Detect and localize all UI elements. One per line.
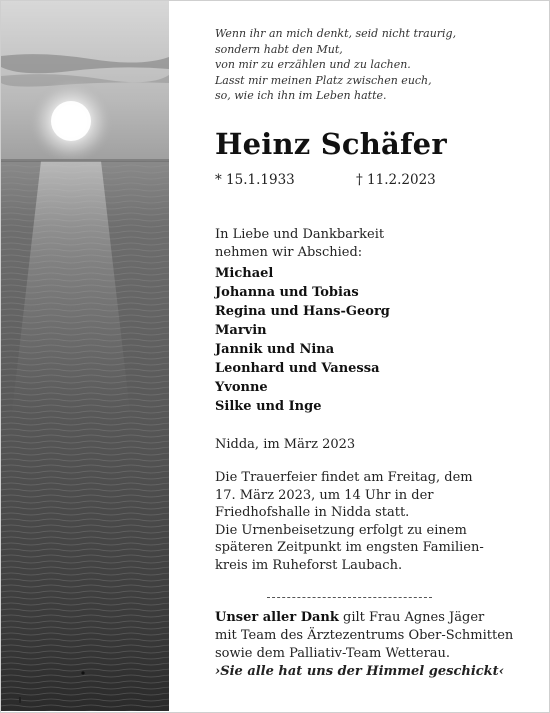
- birth-date: * 15.1.1933: [215, 172, 295, 188]
- family-member: Michael: [215, 266, 274, 281]
- family-member: Johanna und Tobias: [215, 285, 359, 300]
- intro-line: In Liebe und Dankbarkeit: [215, 227, 385, 242]
- family-list: [215, 264, 390, 416]
- ceremony-line: 17. März 2023, um 14 Uhr in der: [215, 487, 434, 503]
- ceremony-line: kreis im Ruheforst Laubach.: [215, 557, 403, 573]
- poem-line: Wenn ihr an mich denkt, seid nicht traurig,: [215, 27, 457, 40]
- poem-line: sondern habt den Mut,: [215, 42, 343, 56]
- place-and-date: Nidda, im März 2023: [215, 437, 356, 452]
- dashed-divider: [267, 597, 432, 598]
- ceremony-line: Die Trauerfeier findet am Freitag, dem: [215, 470, 473, 485]
- thanks-line: mit Team des Ärztezentrums Ober-Schmitten: [215, 628, 514, 643]
- sea-sunset-image: [1, 1, 169, 711]
- thanks-line-rest: gilt Frau Agnes Jäger: [338, 610, 485, 625]
- deceased-name: Heinz Schäfer: [215, 127, 447, 161]
- death-date: † 11.2.2023: [356, 172, 436, 188]
- thanks-lead: Unser aller Dank: [215, 610, 339, 625]
- ceremony-info: [215, 469, 484, 575]
- family-member: Silke und Inge: [215, 399, 322, 414]
- thanks-section: [215, 609, 513, 681]
- family-member: Regina und Hans-Georg: [215, 304, 390, 319]
- sea-sunset-photo: [1, 1, 169, 711]
- ceremony-line: Friedhofshalle in Nidda statt.: [215, 505, 410, 521]
- poem-line: von mir zu erzählen und zu lachen.: [215, 58, 411, 72]
- thanks-line: sowie dem Palliativ-Team Wetterau.: [215, 646, 451, 661]
- family-member: Marvin: [215, 323, 267, 338]
- family-member: Yvonne: [215, 380, 268, 395]
- family-member: Jannik und Nina: [215, 342, 335, 357]
- ceremony-line: Die Urnenbeisetzung erfolgt zu einem: [215, 522, 467, 538]
- poem: [215, 26, 456, 104]
- intro-line: nehmen wir Abschied:: [215, 244, 363, 260]
- family-member: Leonhard und Vanessa: [215, 361, 380, 376]
- thanks-line: [215, 609, 513, 627]
- ceremony-line: späteren Zeitpunkt im engsten Familien-: [215, 540, 484, 556]
- poem-line: so, wie ich ihn im Leben hatte.: [215, 89, 387, 103]
- farewell-intro: [215, 226, 384, 261]
- closing-quote: ›Sie alle hat uns der Himmel geschickt‹: [215, 664, 504, 679]
- poem-line: Lasst mir meinen Platz zwischen euch,: [215, 73, 432, 87]
